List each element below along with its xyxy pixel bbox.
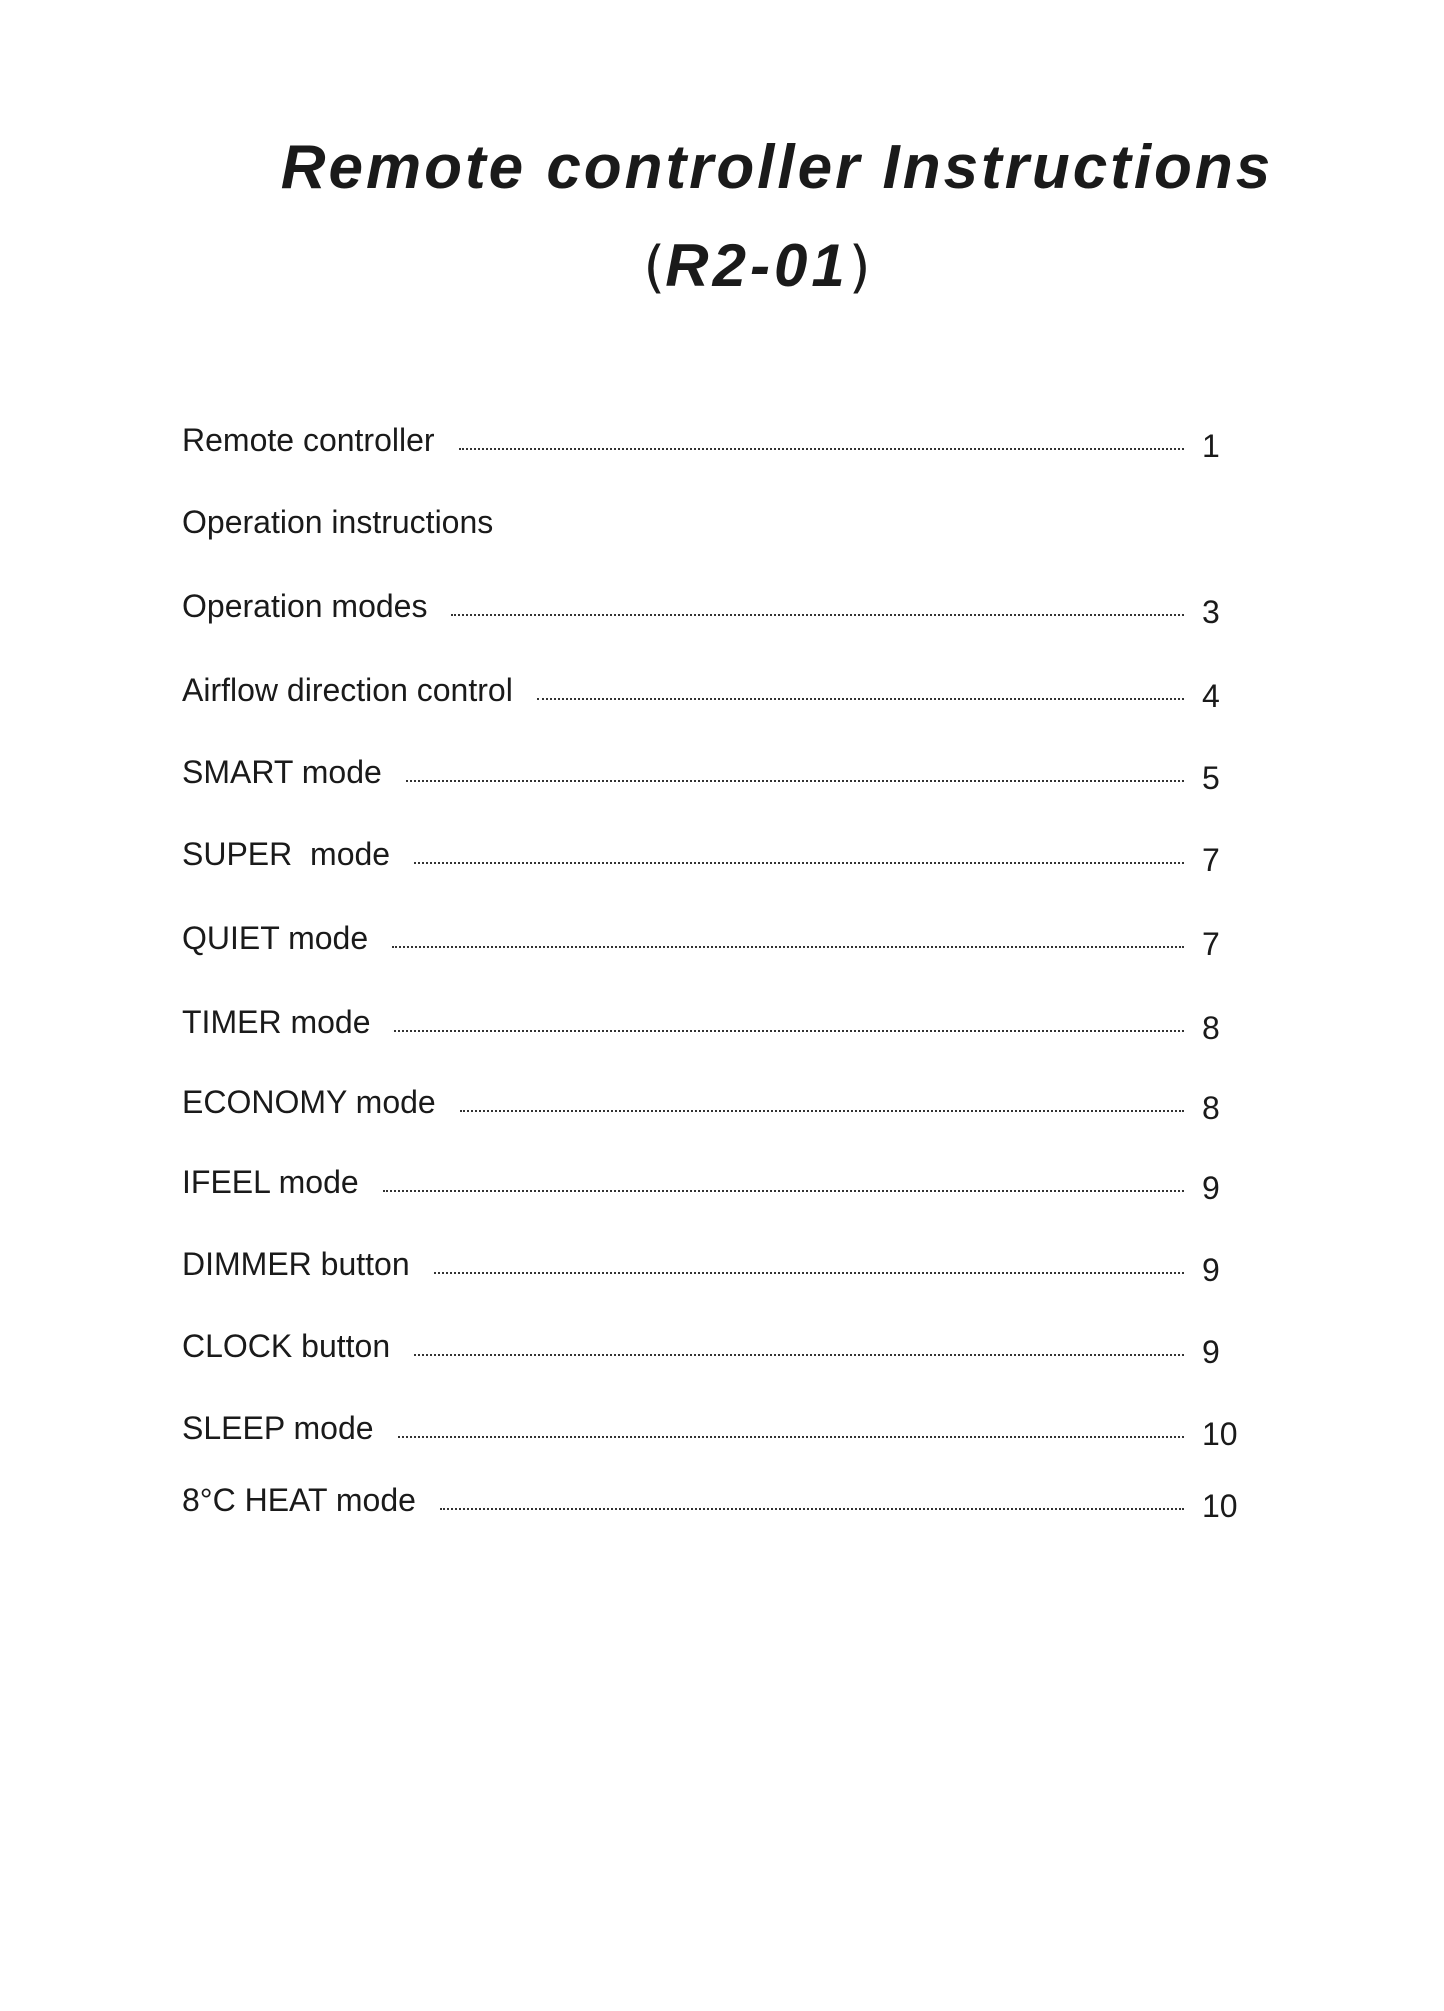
toc-entry-page: 9 <box>1202 1252 1220 1288</box>
toc-entry <box>182 914 1262 962</box>
toc-entry-label: CLOCK button <box>182 1328 391 1364</box>
toc-entry-page: 8 <box>1202 1090 1220 1126</box>
close-paren: ) <box>848 235 871 300</box>
toc-entry-page: 10 <box>1202 1488 1238 1524</box>
toc-entry <box>182 1404 1262 1452</box>
toc-entry-page: 7 <box>1202 842 1220 878</box>
toc-entry <box>182 998 1262 1046</box>
toc-leader-dots <box>383 1190 1184 1192</box>
toc-leader-dots <box>392 946 1184 948</box>
toc-entry <box>182 416 1262 464</box>
toc-entry <box>182 748 1262 796</box>
open-paren: ( <box>643 235 666 300</box>
toc-leader-dots <box>406 780 1184 782</box>
toc-entry-page: 1 <box>1202 428 1220 464</box>
toc-leader-dots <box>459 448 1184 450</box>
toc-entry-label: Airflow direction control <box>182 672 513 708</box>
toc-entry <box>182 666 1262 714</box>
toc-entry-page: 7 <box>1202 926 1220 962</box>
toc-leader-dots <box>394 1030 1184 1032</box>
toc-entry-label: SLEEP mode <box>182 1410 374 1446</box>
toc-leader-dots <box>451 614 1184 616</box>
toc-leader-dots <box>440 1508 1184 1510</box>
model-code <box>0 226 1444 308</box>
toc-entry-label: Operation instructions <box>182 504 494 540</box>
toc-entry <box>182 1158 1262 1206</box>
toc-entry-page: 3 <box>1202 594 1220 630</box>
toc-entry-label: QUIET mode <box>182 920 369 956</box>
toc-leader-dots <box>460 1110 1184 1112</box>
toc-entry <box>182 1240 1262 1288</box>
toc-entry-label: DIMMER button <box>182 1246 410 1282</box>
toc-entry-label: SMART mode <box>182 754 382 790</box>
toc-entry <box>182 498 1262 542</box>
model-code-text: R2-01 <box>665 232 849 299</box>
toc-entry-label: 8°C HEAT mode <box>182 1482 416 1518</box>
toc-entry <box>182 1476 1262 1524</box>
toc-leader-dots <box>434 1272 1184 1274</box>
toc-entry-page: 8 <box>1202 1010 1220 1046</box>
toc-entry-label: IFEEL mode <box>182 1164 359 1200</box>
toc-entry-label: Remote controller <box>182 422 435 458</box>
toc-entry-page: 9 <box>1202 1170 1220 1206</box>
toc-entry-page: 9 <box>1202 1334 1220 1370</box>
toc-entry-page: 4 <box>1202 678 1220 714</box>
toc-entry <box>182 830 1262 878</box>
toc-entry <box>182 582 1262 630</box>
toc-entry <box>182 1078 1262 1126</box>
toc-leader-dots <box>414 862 1184 864</box>
toc-entry-label: SUPER mode <box>182 836 391 872</box>
toc-entry <box>182 1322 1262 1370</box>
toc-entry-label: TIMER mode <box>182 1004 371 1040</box>
toc-leader-dots <box>414 1354 1184 1356</box>
document-title: Remote controller Instructions <box>280 133 1274 202</box>
toc-leader-dots <box>537 698 1184 700</box>
toc-entry-label: Operation modes <box>182 588 428 624</box>
toc-entry-label: ECONOMY mode <box>182 1084 436 1120</box>
toc-leader-dots <box>398 1436 1184 1438</box>
toc-entry-page: 5 <box>1202 760 1220 796</box>
toc-entry-page: 10 <box>1202 1416 1238 1452</box>
